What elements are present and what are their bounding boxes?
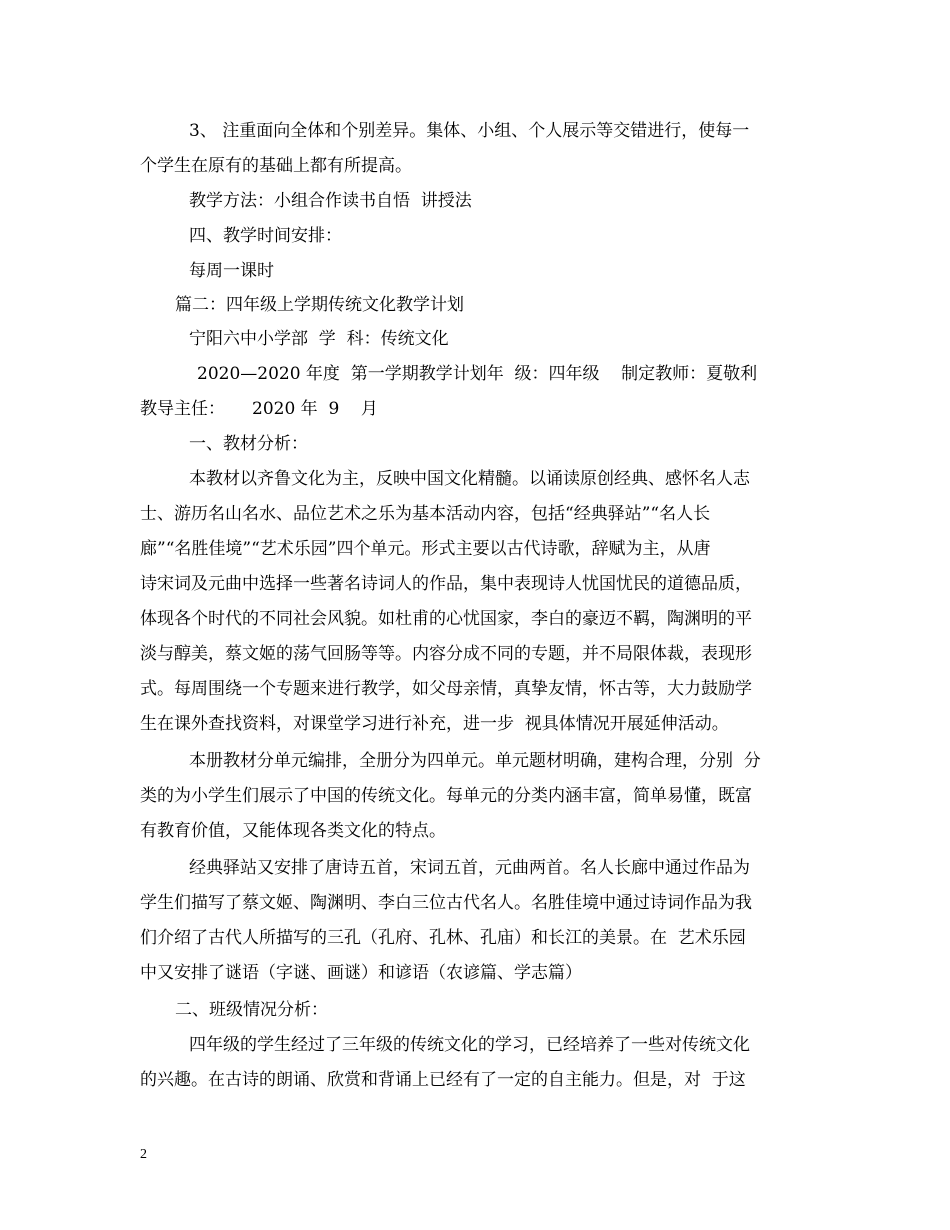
paragraph-line: 中又安排了谜语（字谜、画谜）和谚语（农谚篇、学志篇） <box>140 963 582 983</box>
paragraph-line: 的兴趣。在古诗的朗诵、欣赏和背诵上已经有了一定的自主能力。但是，对 于这 <box>140 1070 746 1090</box>
chapter-title: 篇二：四年级上学期传统文化教学计划 <box>175 295 464 315</box>
paragraph-line: 士、游历名山名水、品位艺术之乐为基本活动内容，包括“经典驿站”“名人长 <box>140 504 711 524</box>
paragraph-line: 体现各个时代的不同社会风貌。如杜甫的心忧国家，李白的豪迈不羁，陶渊明的平 <box>140 609 752 629</box>
paragraph-line: 廊”“名胜佳境”“艺术乐园”四个单元。形式主要以古代诗歌，辞赋为主，从唐 <box>140 539 711 559</box>
paragraph-line: 们介绍了古代人所描写的三孔（孔府、孔林、孔庙）和长江的美景。在 艺术乐园 <box>140 928 746 948</box>
text-line: 3、 注重面向全体和个别差异。集体、小组、个人展示等交错进行，使每一 <box>189 121 750 141</box>
paragraph-line: 本册教材分单元编排，全册分为四单元。单元题材明确，建构合理，分别 分 <box>189 751 761 771</box>
section-heading: 四、教学时间安排： <box>189 226 342 246</box>
paragraph-line: 经典驿站又安排了唐诗五首，宋词五首，元曲两首。名人长廊中通过作品为 <box>189 858 750 878</box>
text-line: 宁阳六中小学部 学 科：传统文化 <box>189 329 449 349</box>
paragraph-line: 生在课外查找资料，对课堂学习进行补充，进一步 视具体情况开展延伸活动。 <box>140 714 729 734</box>
paragraph-line: 类的为小学生们展示了中国的传统文化。每单元的分类内涵丰富，简单易懂，既富 <box>140 786 752 806</box>
text-line: 教学方法：小组合作读书自悟 讲授法 <box>189 191 472 211</box>
text-line: 个学生在原有的基础上都有所提高。 <box>140 156 412 176</box>
paragraph-line: 本教材以齐鲁文化为主，反映中国文化精髓。以诵读原创经典、感怀名人志 <box>189 469 750 489</box>
section-heading: 一、教材分析： <box>189 434 308 454</box>
paragraph-line: 学生们描写了蔡文姬、陶渊明、李白三位古代名人。名胜佳境中通过诗词作品为我 <box>140 893 752 913</box>
text-line: 教导主任： 2020 年 9 月 <box>140 399 378 419</box>
paragraph-line: 淡与醇美，蔡文姬的荡气回肠等等。内容分成不同的专题，并不局限体裁，表现形 <box>140 644 752 664</box>
paragraph-line: 四年级的学生经过了三年级的传统文化的学习，已经培养了一些对传统文化 <box>189 1035 750 1055</box>
text-line: 每周一课时 <box>189 261 274 281</box>
section-heading: 二、班级情况分析： <box>175 1000 328 1020</box>
paragraph-line: 式。每周围绕一个专题来进行教学，如父母亲情，真挚友情，怀古等，大力鼓励学 <box>140 679 752 699</box>
paragraph-line: 诗宋词及元曲中选择一些著名诗词人的作品，集中表现诗人忧国忧民的道德品质， <box>140 574 752 594</box>
paragraph-line: 有教育价值，又能体现各类文化的特点。 <box>140 821 446 841</box>
text-line: 2020—2020 年度 第一学期教学计划年 级：四年级 制定教师：夏敬利 <box>197 364 758 384</box>
page-number: 2 <box>140 1147 147 1162</box>
